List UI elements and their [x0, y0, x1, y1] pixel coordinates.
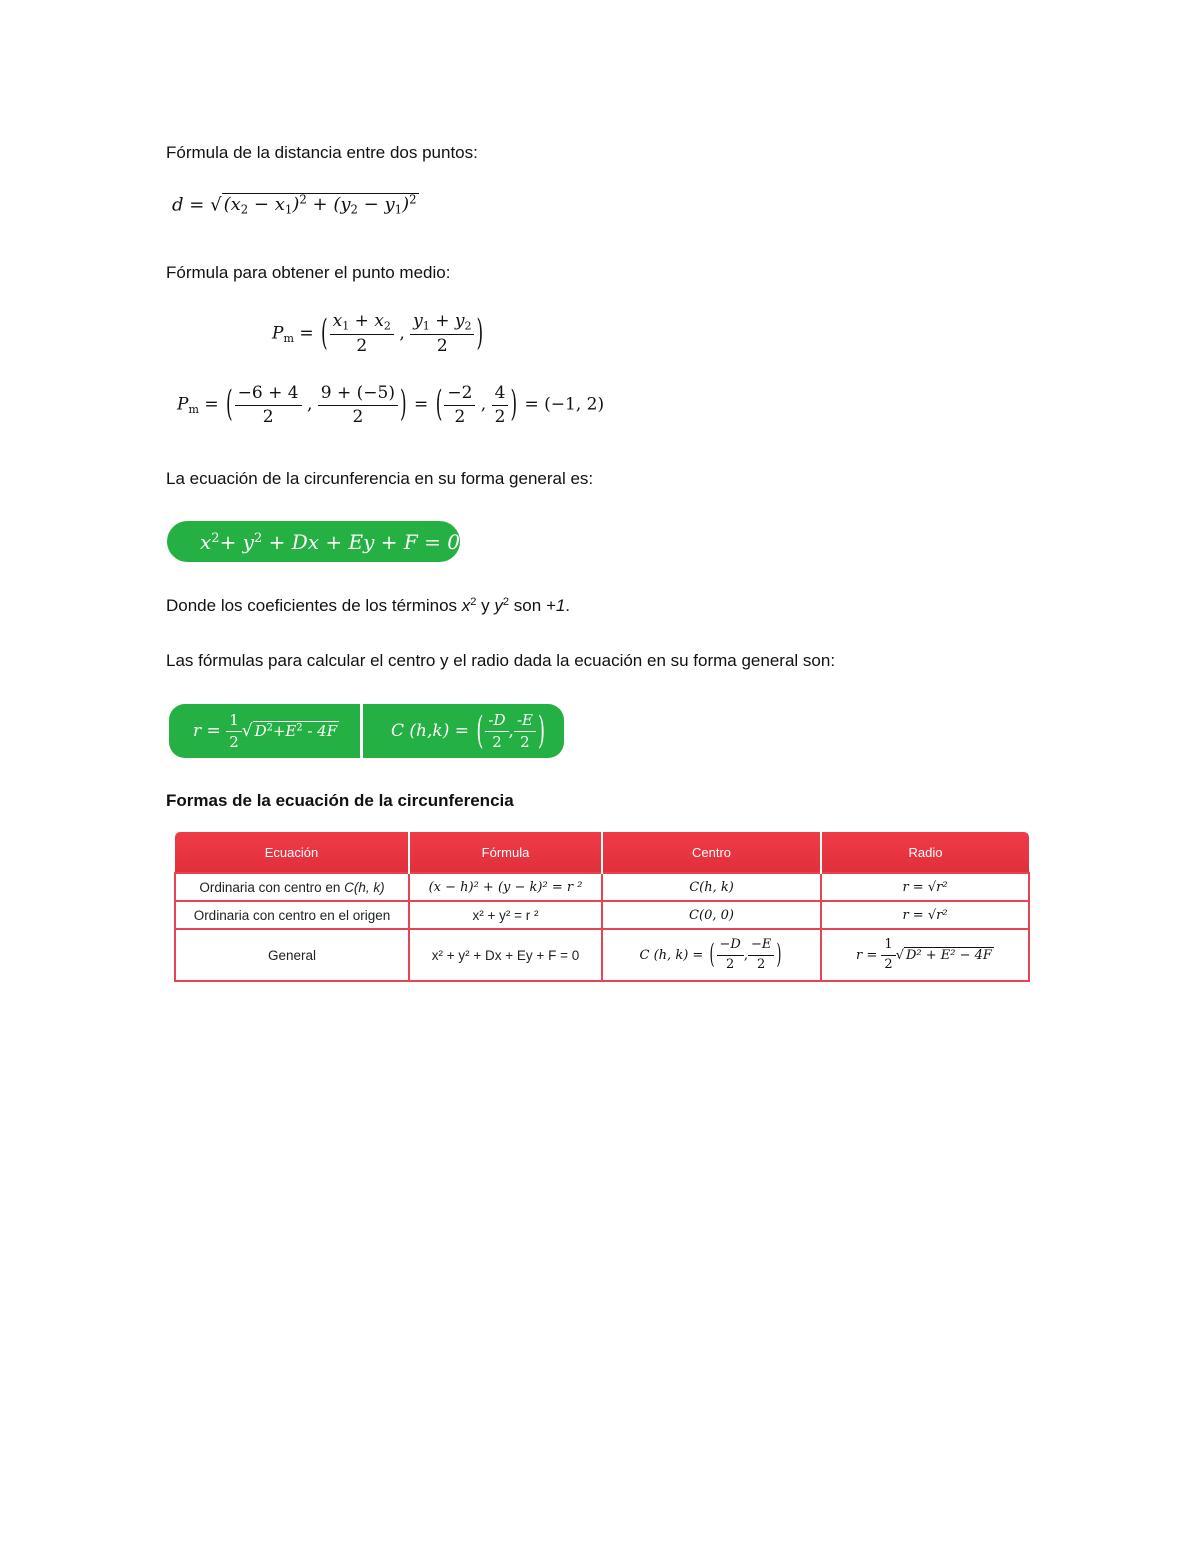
header-formula: Fórmula — [409, 832, 602, 873]
distance-formula: d = √ $(x_2 - x_1)^2 + (y_2 - y_1)^2$ — [172, 193, 417, 217]
header-ecuacion: Ecuación — [175, 832, 409, 873]
cell-radio: r = √r² — [821, 873, 1029, 901]
center-formula-pill: C (h,k) = ( $\frac{-D}{2}$ , $\frac{-E}{2}$ ) — [360, 704, 564, 758]
cell-radio: r = $\frac{1}{2}$ √ D² + E² − 4F — [821, 929, 1029, 981]
general-equation-pill: $x^2+ y^2$ + Dx + Ey + F = 0 — [167, 521, 460, 562]
distance-title: Fórmula de la distancia entre dos puntos: — [166, 143, 478, 162]
general-note: Donde los coeficientes de los términos $x^2$ y $y^2$ son +1. — [166, 596, 571, 616]
cell-ecuacion: General — [175, 929, 409, 981]
midpoint-example: $P_m$ = ( $\frac{-6 + 4}{2}$ , $\frac{9 + (-5)}{2}$ ) = ( $\frac{-2}{2}$ , $\frac{4}{2}$ ) = (−1, 2) — [177, 383, 605, 427]
table-row — [175, 929, 1029, 981]
header-centro: Centro — [602, 832, 821, 873]
cell-radio: r = √r² — [821, 901, 1029, 929]
cell-centro: C(h, k) — [602, 873, 821, 901]
cell-formula: x² + y² = r ² — [409, 901, 602, 929]
header-radio: Radio — [821, 832, 1029, 873]
midpoint-title: Fórmula para obtener el punto medio: — [166, 263, 451, 282]
table-row — [175, 873, 1029, 901]
cell-centro: C(0, 0) — [602, 901, 821, 929]
formulas-intro: Las fórmulas para calcular el centro y el radio dada la ecuación en su forma general son: — [166, 651, 836, 670]
forms-heading: Formas de la ecuación de la circunferencia — [166, 791, 514, 810]
forms-table — [174, 832, 1030, 982]
cell-centro: C (h, k) = ( $\frac{-D}{2}$ , $\frac{-E}{2}$ ) — [602, 929, 821, 981]
radius-formula-pill: r = $\frac{1}{2}$ √ $D^2+E^2 - 4F$ — [169, 704, 373, 758]
cell-formula: (x − h)² + (y − k)² = r ² — [409, 873, 602, 901]
cell-ecuacion: Ordinaria con centro en C(h, k) — [175, 873, 409, 901]
table-row — [175, 901, 1029, 929]
general-intro: La ecuación de la circunferencia en su forma general es: — [166, 469, 594, 488]
cell-ecuacion: Ordinaria con centro en el origen — [175, 901, 409, 929]
cell-formula: x² + y² + Dx + Ey + F = 0 — [409, 929, 602, 981]
table-header-row — [175, 832, 1029, 873]
midpoint-formula: $P_m$ = ( $\frac{x_1 + x_2}{2}$ , $\frac{y_1 + y_2}{2}$ ) — [272, 311, 484, 357]
